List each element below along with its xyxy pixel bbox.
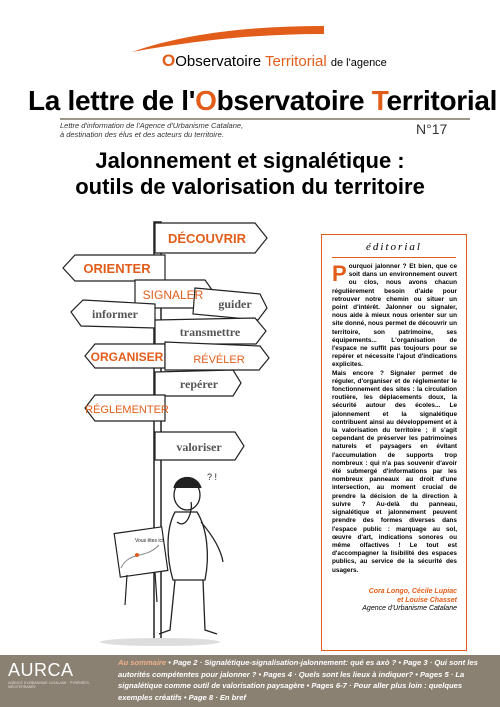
title-o: O	[195, 85, 217, 116]
sign-label-informer: informer	[92, 307, 138, 321]
sign-label-valoriser: valoriser	[176, 440, 222, 454]
editorial-text	[332, 263, 457, 575]
summary-text: • Page 2 · Signalétique-signalisation-jalonnement: qué es axò ? • Page 3 · Qui sont les autorités compétentes pour jalonner ? • Pages 4 · Quels sont les lieux à indiquer? • Pages 5 · La signalétique comme outil de valorisation paysagère • Pages 6-7 · Pour aller plus loin : quelques exemples créatifs • Page 8 · En bref	[118, 658, 478, 702]
authors-agency: Agence d'Urbanisme Catalane	[362, 605, 457, 612]
sign-label-signaler: SIGNALER	[142, 288, 204, 302]
sign-label-orienter: ORIENTER	[83, 261, 151, 276]
sign-label-organiser: ORGANISER	[90, 350, 164, 364]
editorial-divider	[332, 257, 456, 258]
signpost-illustration	[55, 210, 315, 650]
headline	[0, 148, 500, 200]
authors-line1: Cora Longo, Cécile Lupiac	[368, 588, 457, 595]
title-t: T	[371, 85, 387, 116]
board-text: Vous êtes ici	[135, 538, 164, 544]
authors-line2: et Louise Chasset	[397, 596, 457, 604]
editorial-paragraph-1: ourquoi jalonner ? Et bien, que ce soit dans un environnement ouvert ou clos, nous avons chacun régulièrement besoin d'aide pour retrouver notre chemin ou situer un point d'intérêt. Jalonner ou signaler, nous aide à mieux nous orienter sur un site donné, nous permet de découvrir un territoire, son patrimoine, ses équipements... L'organisation de l'espace ne suffit pas toujours pour se repérer et nécessite l'ajout d'indications explicites.	[332, 263, 457, 369]
aurca-logo: AURCA	[8, 660, 74, 680]
aurca-logo-subtitle: AGENCE D'URBANISME CATALANE · PYRÉNÉES-MÉDITERRANÉE	[8, 681, 91, 689]
title-part2: bservatoire	[216, 85, 372, 116]
table-of-contents	[118, 657, 493, 703]
sign-label-transmettre: transmettre	[179, 325, 241, 339]
title-divider	[60, 118, 470, 120]
person-drawing	[159, 472, 223, 634]
headline-line1: Jalonnement et signalétique :	[95, 148, 405, 173]
editorial-title: éditorial	[366, 241, 422, 253]
editorial-paragraph-2: Mais encore ? Signaler permet de réguler, d'organiser et de réglementer le fonctionnement des sites : la circulation routière, les déplacements doux, la sécurité autour des écoles... Le jalonnement et la signalétique contribuent ainsi au développement et à la valorisation du territoire ; il s'agit cependant de préserver les patrimoines naturels et paysagers en évitant l'accumulation de supports trop nombreux : qui n'a pas souvenir d'avoir été submergé d'informations par les nombreux panneaux au droit d'une intersection, au moment crucial de prendre la décision de la direction à suivre ? Au-delà du panneau, signalétique et jalonnement peuvent prendre des formes diverses dans l'espace public : marquage au sol, œuvre d'art, indications sonores ou même olfactives ! Le tout est d'accompagner la lisibilité des espaces publics, au service de la sécurité des usagers.	[332, 369, 457, 574]
sign-label-guider: guider	[218, 297, 252, 311]
logo-word-observatoire: Observatoire	[175, 53, 262, 70]
editorial-authors	[332, 588, 457, 614]
title-part3: erritorial	[386, 85, 498, 116]
newsletter-subtitle	[60, 121, 280, 139]
newsletter-title	[28, 85, 497, 117]
logo-word-agence: de l'agence	[330, 57, 387, 69]
title-part1: La lettre de l'	[28, 85, 196, 116]
headline-line2: outils de valorisation du territoire	[75, 174, 425, 199]
editorial-drop-cap: P	[332, 261, 347, 286]
sign-label-reveler: RÉVÉLER	[193, 354, 245, 366]
issue-number: N°17	[416, 121, 448, 137]
subtitle-line1: Lettre d'information de l'Agence d'Urbanisme Catalane,	[60, 121, 244, 130]
editorial-box	[321, 234, 467, 651]
sign-label-decouvrir: DÉCOUVRIR	[167, 231, 247, 246]
summary-lead: Au sommaire	[118, 658, 167, 667]
logo-word-territorial: Territorial	[265, 53, 327, 70]
svg-text:? !: ? !	[207, 472, 218, 482]
subtitle-line2: à destination des élus et des acteurs du territoire.	[60, 130, 224, 139]
sign-label-reglementer: RÉGLEMENTER	[85, 404, 169, 416]
brand-swoosh-logo	[128, 22, 328, 54]
observatoire-logo: OObservatoire Territorial de l'agence	[162, 51, 387, 70]
sign-label-reperer: repérer	[179, 377, 219, 391]
